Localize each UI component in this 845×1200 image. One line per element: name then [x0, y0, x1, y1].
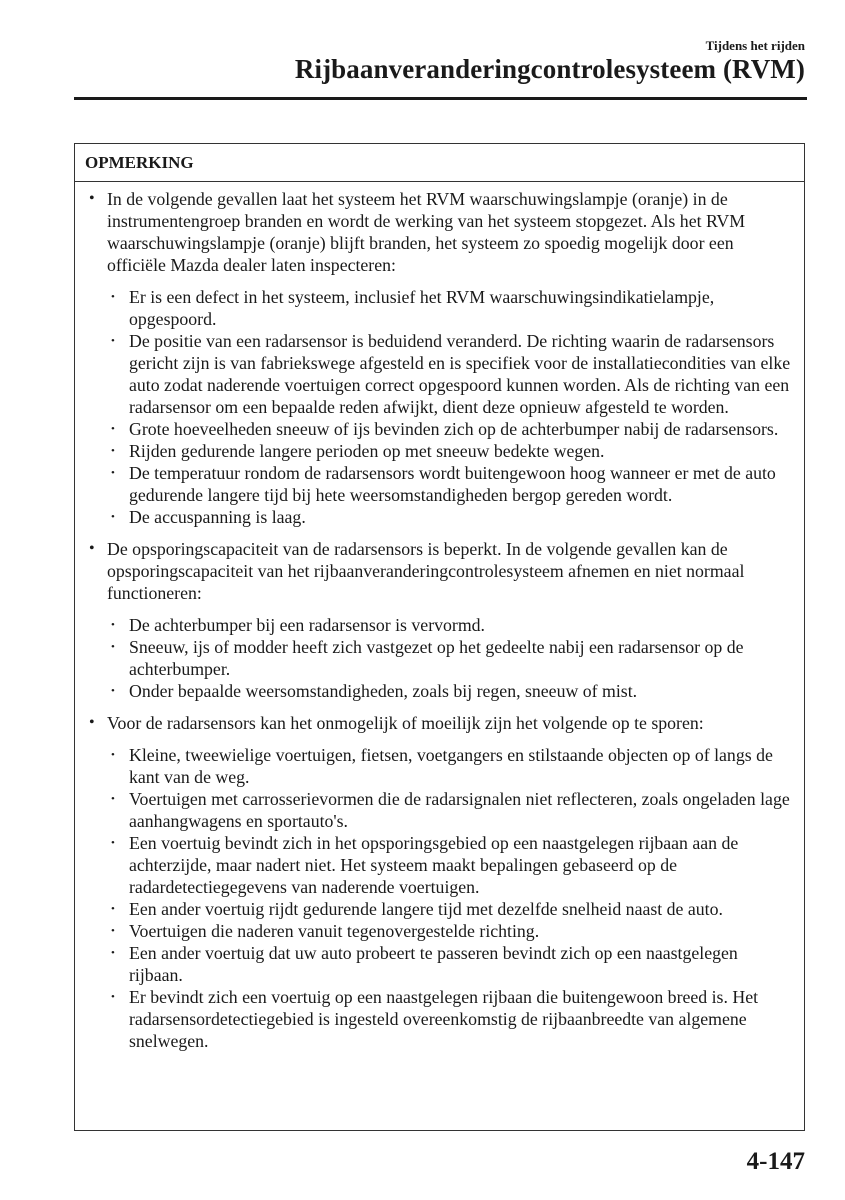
note-list [85, 188, 794, 1052]
note-subitem: • De positie van een radarsensor is beduidend veranderd. De richting waarin de radarsensors gericht zijn is van fabriekswege afgesteld en is specifiek voor de installatiecondities van elke auto zodat naderende voertuigen correct opgespoord kunnen worden. Als de richting van een radarsensor om een bepaalde reden afwijkt, dient deze opnieuw afgesteld te worden. [107, 330, 794, 418]
note-subitem: • Kleine, tweewielige voertuigen, fietsen, voetgangers en stilstaande objecten op of langs de kant van de weg. [107, 744, 794, 788]
page-number: 4-147 [746, 1148, 805, 1175]
note-item-text: • In de volgende gevallen laat het systeem het RVM waarschuwingslampje (oranje) in de instrumentengroep branden en wordt de werking van het systeem stopgezet. Als het RVM waarschuwingslampje (oranje) blijft branden, het systeem zo spoedig mogelijk door een officiële Mazda dealer laten inspecteren: [107, 189, 746, 275]
note-sublist [107, 614, 794, 702]
note-sublist [107, 744, 794, 1052]
page-title: Rijbaanveranderingcontrolesysteem (RVM) [294, 54, 805, 84]
note-subitem: • Rijden gedurende langere perioden op met sneeuw bedekte wegen. [107, 440, 794, 462]
note-sublist [107, 286, 794, 528]
note-subitem: • Een ander voertuig dat uw auto probeert te passeren bevindt zich op een naastgelegen rijbaan. [107, 942, 794, 986]
note-item [85, 188, 794, 528]
note-item [85, 712, 794, 1052]
note-subitem: • Een ander voertuig rijdt gedurende langere tijd met dezelfde snelheid naast de auto. [107, 898, 794, 920]
note-subitem: • Voertuigen met carrosserievormen die de radarsignalen niet reflecteren, zoals ongeladen lage aanhangwagens en sportauto's. [107, 788, 794, 832]
note-subitem: • Grote hoeveelheden sneeuw of ijs bevinden zich op de achterbumper nabij de radarsensors. [107, 418, 794, 440]
note-subitem: • Er is een defect in het systeem, inclusief het RVM waarschuwingsindikatielampje, opgespoord. [107, 286, 794, 330]
note-item-text: • De opsporingscapaciteit van de radarsensors is beperkt. In de volgende gevallen kan de opsporingscapaciteit van het rijbaanveranderingcontrolesysteem afnemen en niet normaal functioneren: [107, 539, 745, 603]
note-subitem: • Voertuigen die naderen vanuit tegenovergestelde richting. [107, 920, 794, 942]
note-heading: OPMERKING [75, 144, 804, 182]
note-subitem: • Een voertuig bevindt zich in het opsporingsgebied op een naastgelegen rijbaan aan de achterzijde, maar nadert niet. Het systeem maakt bepalingen gebaseerd op de radardetectiegegevens van naderende voertuigen. [107, 832, 794, 898]
note-subitem: • De accuspanning is laag. [107, 506, 794, 528]
note-subitem: • Onder bepaalde weersomstandigheden, zoals bij regen, sneeuw of mist. [107, 680, 794, 702]
note-subitem: • De temperatuur rondom de radarsensors wordt buitengewoon hoog wanneer er met de auto gedurende langere tijd bij hete weersomstandigheden bergop gereden wordt. [107, 462, 794, 506]
note-body [75, 182, 804, 1052]
note-subitem: • Sneeuw, ijs of modder heeft zich vastgezet op het gedeelte nabij een radarsensor op de achterbumper. [107, 636, 794, 680]
note-box [74, 143, 805, 1131]
note-item [85, 538, 794, 702]
note-subitem: • De achterbumper bij een radarsensor is vervormd. [107, 614, 794, 636]
note-item-text: • Voor de radarsensors kan het onmogelijk of moeilijk zijn het volgende op te sporen: [107, 713, 704, 733]
section-label: Tijdens het rijden [705, 38, 805, 53]
title-rule [74, 97, 807, 100]
note-subitem: • Er bevindt zich een voertuig op een naastgelegen rijbaan die buitengewoon breed is. Het radarsensordetectiegebied is ingesteld overeenkomstig de rijbaanbreedte van algemene snelwegen. [107, 986, 794, 1052]
